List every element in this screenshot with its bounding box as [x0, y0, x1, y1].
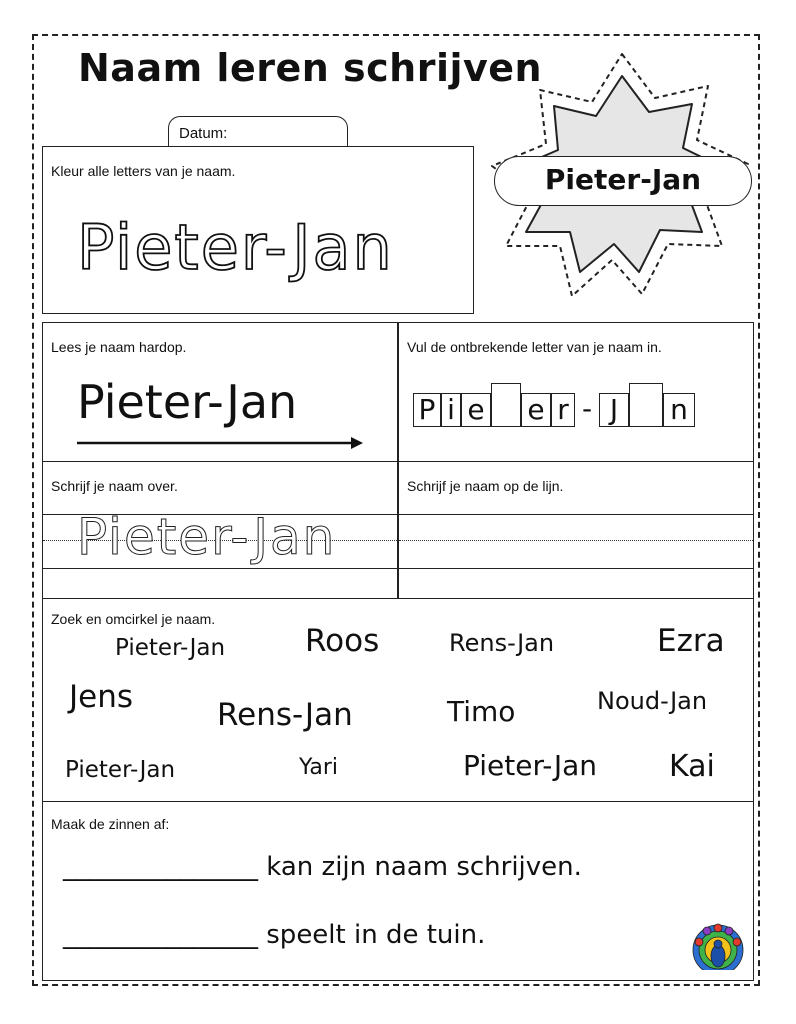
writing-line-top[interactable] [399, 514, 753, 515]
letter-cell: - [581, 392, 593, 425]
sentences-instruction: Maak de zinnen af: [51, 816, 170, 832]
letter-cell: J [599, 393, 629, 427]
trace-name-box [42, 461, 398, 599]
search-word[interactable]: Pieter-Jan [115, 635, 226, 661]
outline-name: Pieter-Jan [77, 211, 394, 284]
letter-cell-blank[interactable] [629, 383, 663, 427]
page-title: Naam leren schrijven [78, 46, 543, 90]
write-name-box [398, 461, 754, 599]
sentence-1 [63, 852, 582, 882]
letter-cell-blank[interactable] [491, 383, 521, 427]
read-name-box [42, 322, 398, 462]
date-label: Datum: [179, 125, 228, 142]
letter-cell: e [521, 393, 551, 427]
letter-cell: n [663, 393, 695, 427]
letter-cell: e [461, 393, 491, 427]
writing-line-mid[interactable] [399, 540, 753, 541]
word-search-box [42, 598, 754, 802]
letter-cell: r [551, 393, 575, 427]
search-word[interactable]: Kai [669, 749, 715, 784]
reading-arrow [75, 435, 365, 451]
missing-letter-instruction: Vul de ontbrekende letter van je naam in. [407, 339, 662, 355]
missing-letter-box [398, 322, 754, 462]
search-word[interactable]: Yari [299, 755, 339, 780]
write-instruction: Schrijf je naam op de lijn. [407, 478, 564, 494]
writing-line-base[interactable] [399, 568, 753, 569]
search-instruction: Zoek en omcirkel je naam. [51, 611, 216, 627]
sentence-text: speelt in de tuin. [266, 920, 486, 950]
search-word[interactable]: Rens-Jan [449, 629, 555, 657]
letter-cell: P [413, 393, 441, 427]
star-name-label: Pieter-Jan [494, 156, 752, 206]
trace-instruction: Schrijf je naam over. [51, 478, 178, 494]
search-word[interactable]: Pieter-Jan [463, 749, 598, 782]
sentence-2 [63, 920, 485, 950]
search-word[interactable]: Rens-Jan [217, 697, 353, 733]
sentence-blank[interactable]: _______________ [63, 920, 258, 950]
sentences-box [42, 801, 754, 981]
sentence-blank[interactable]: _______________ [63, 852, 258, 882]
read-instruction: Lees je naam hardop. [51, 339, 187, 355]
sentence-text: kan zijn naam schrijven. [266, 852, 582, 882]
letter-cell: i [441, 393, 461, 427]
writing-line-base [43, 568, 397, 569]
color-name-box [42, 146, 474, 314]
search-word[interactable]: Ezra [657, 623, 725, 659]
search-word[interactable]: Pieter-Jan [65, 757, 176, 783]
search-word[interactable]: Noud-Jan [597, 687, 708, 715]
search-word[interactable]: Roos [305, 623, 380, 659]
search-word[interactable]: Jens [69, 679, 134, 715]
letter-cells [413, 393, 695, 427]
color-instruction: Kleur alle letters van je naam. [51, 163, 236, 179]
search-word[interactable]: Timo [447, 695, 516, 728]
read-name: Pieter-Jan [77, 375, 298, 429]
traced-name: Pieter-Jan [77, 508, 337, 566]
peacock-logo [687, 922, 749, 978]
